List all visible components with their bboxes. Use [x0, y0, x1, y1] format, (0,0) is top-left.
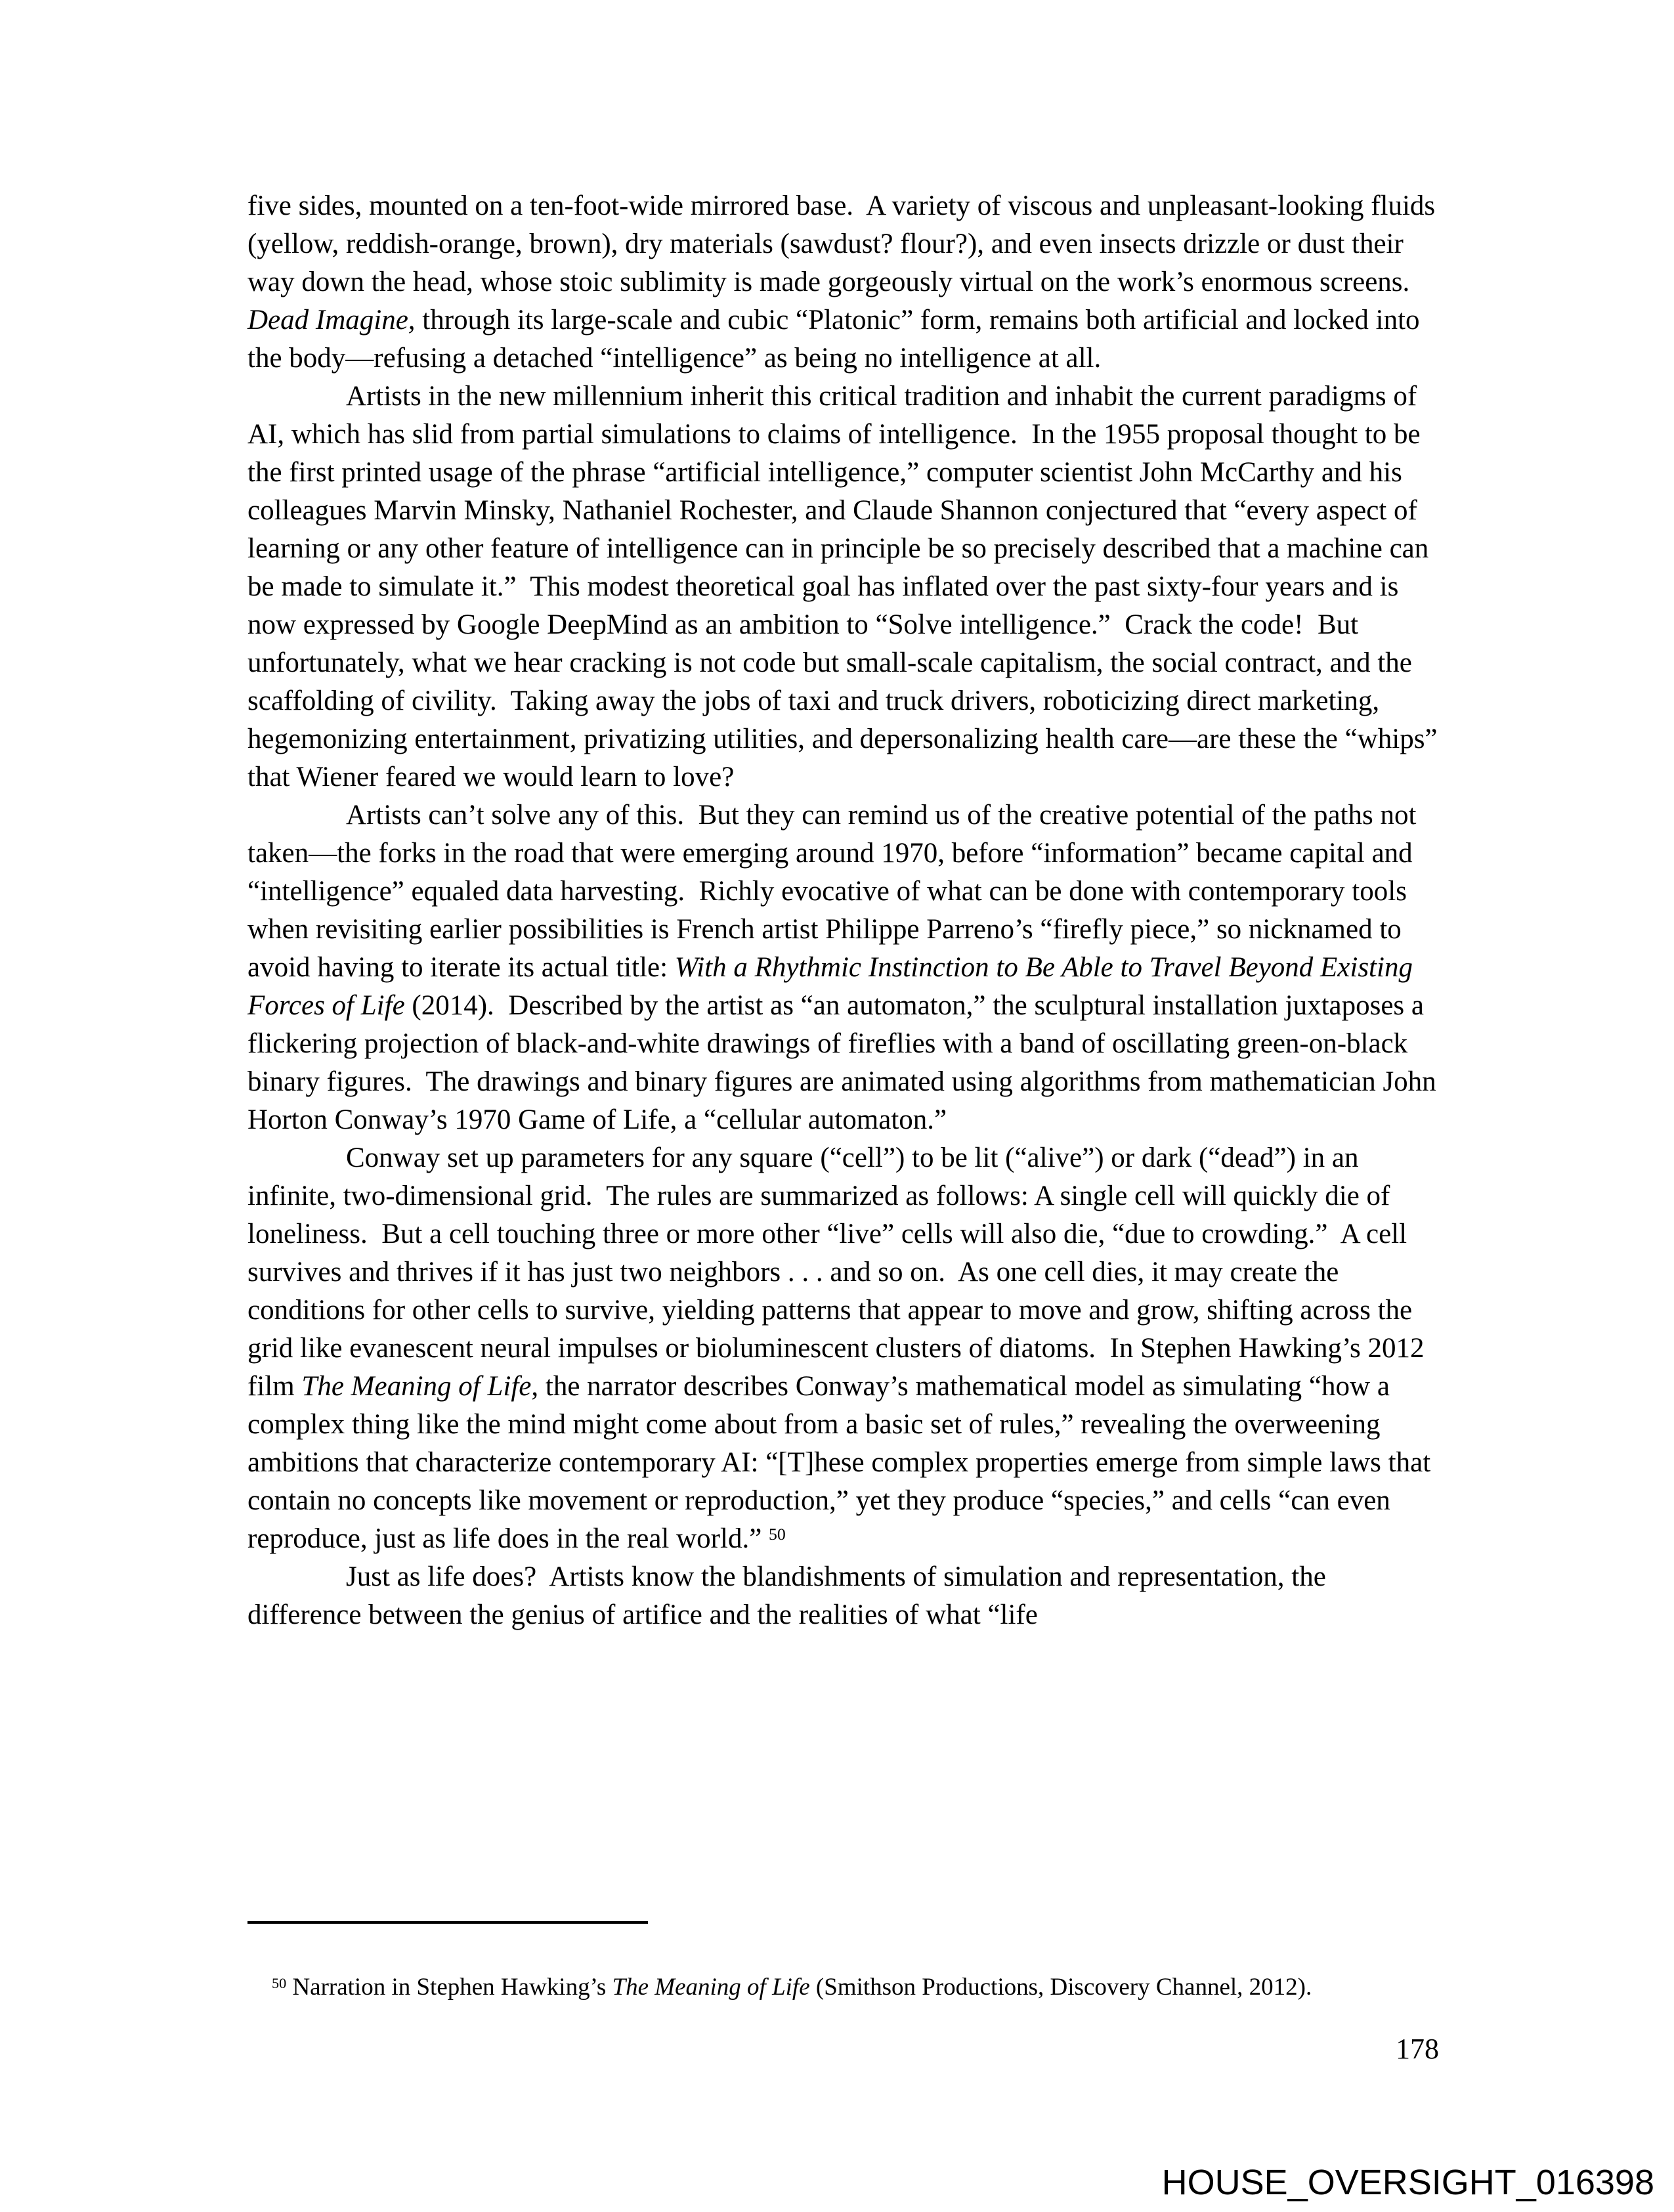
footnote [247, 1941, 1439, 2033]
text-run: (2014). Described by the artist as “an automaton,” the sculptural installation juxtaposes a flickering projection of black-and-white drawings of fireflies with a band of oscillating green-on-black binary figures. The drawings and binary figures are animated using algorithms from mathematician John Horton Conway’s 1970 Game of Life, a “cellular automaton.” [247, 990, 1444, 1135]
text-run: Artists in the new millennium inherit this critical tradition and inhabit the current paradigms of AI, which has slid from partial simulations to claims of intelligence. In the 1955 proposal thought to be the first printed usage of the phrase “artificial intelligence,” computer scientist John McCarthy and his colleagues Marvin Minsky, Nathaniel Rochester, and Claude Shannon conjectured that “every aspect of learning or any other feature of intelligence can in principle be so precisely described that a machine can be made to simulate it.” This modest theoretical goal has inflated over the past sixty-four years and is now expressed by Google DeepMind as an ambition to “Solve intelligence.” Crack the code! But unfortunately, what we hear cracking is not code but small-scale capitalism, the social contract, and the scaffolding of civility. Taking away the jobs of taxi and truck drivers, roboticizing direct marketing, hegemonizing entertainment, privatizing utilities, and depersonalizing health care—are these the “whips” that Wiener feared we would learn to love? [247, 381, 1445, 792]
text-run: Narration in Stephen Hawking’s [286, 1974, 612, 2001]
body-paragraphs [247, 187, 1445, 1634]
text-run: (Smithson Productions, Discovery Channel, 2012). [809, 1974, 1312, 2001]
text-run: 50 [769, 1525, 786, 1544]
text-run: Artists can’t solve any of this. But they can remind us of the creative potential of the paths not taken—the forks in the road that were emerging around 1970, before “information” became capital and “intelligence” equaled data harvesting. Richly evocative of what can be done with contemporary tools when revisiting earlier possibilities is French artist Philippe Parreno’s “firefly piece,” so nicknamed to avoid having to iterate its actual title: [247, 800, 1424, 983]
text-run: 50 [272, 1975, 287, 1992]
text-run: The Meaning of Life [612, 1974, 810, 2001]
paragraph [247, 187, 1442, 378]
page-number: 178 [1396, 2033, 1439, 2065]
bates-stamp: HOUSE_OVERSIGHT_016398 [1161, 2163, 1654, 2202]
paragraph [247, 796, 1444, 1139]
text-run: Dead Imagine, [247, 305, 416, 336]
paragraph [247, 1139, 1439, 1558]
text-run: Conway set up parameters for any square (“cell”) to be lit (“alive”) or dark (“dead”) in an infinite, two-dimensional grid. The rules are summarized as follows: A single cell will quickly die of loneliness. But a cell touching three or more other “live” cells will also die, “due to crowding.” A cell survives and thrives if it has just two neighbors . . . and so on. As one cell dies, it may create the conditions for other cells to survive, yielding patterns that appear to move and grow, shifting across the grid like evanescent neural impulses or bioluminescent clusters of diatoms. In Stephen Hawking’s 2012 film [247, 1142, 1432, 1402]
footnote-separator-rule [247, 1921, 648, 1924]
text-run: Just as life does? Artists know the blandishments of simulation and representation, the difference between the genius of artifice and the realities of what “life [247, 1561, 1333, 1630]
footnote-text [272, 1974, 1312, 2001]
text-run: five sides, mounted on a ten-foot-wide mirrored base. A variety of viscous and unpleasant-looking fluids (yellow, reddish-orange, brown), dry materials (sawdust? flour?), and even insects drizzle or dust their way down the head, whose stoic sublimity is made gorgeously virtual on the work’s enormous screens. [247, 190, 1442, 297]
text-run: through its large-scale and cubic “Platonic” form, remains both artificial and locked into the body—refusing a detached “intelligence” as being no intelligence at all. [247, 305, 1427, 374]
paragraph [247, 1558, 1439, 1634]
paragraph [247, 378, 1445, 796]
text-run: The Meaning of Life [301, 1371, 532, 1402]
text-run: With a Rhythmic Instinction to Be Able to Travel Beyond Existing Forces of Life [247, 952, 1420, 1021]
text-run: , the narrator describes Conway’s mathematical model as simulating “how a complex thing like the mind might come about from a basic set of rules,” revealing the overweening ambitions that characterize contemporary AI: “[T]hese complex properties emerge from simple laws that contain no concepts like movement or reproduction,” yet they produce “species,” and cells “can even reproduce, just as life does in the real world.” [247, 1371, 1438, 1554]
